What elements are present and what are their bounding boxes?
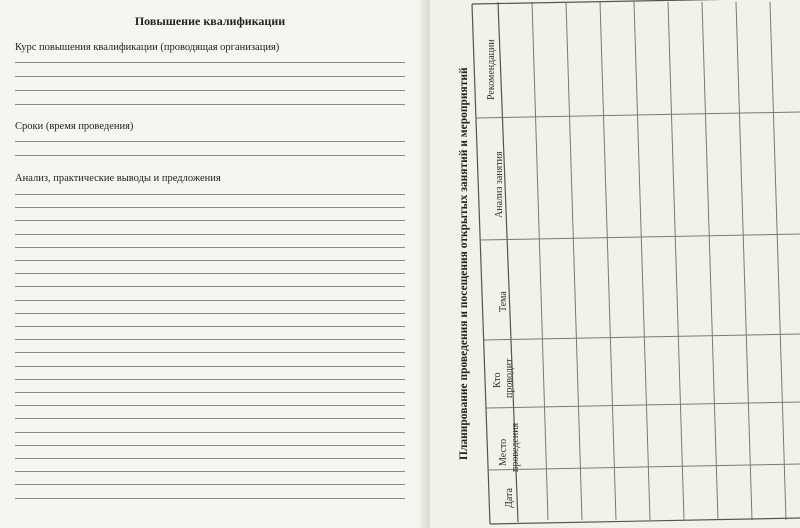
dates-line-2[interactable] (15, 155, 405, 156)
page-title: Повышение квалификации (134, 14, 286, 28)
table-title: Планирование проведения и посещения открытых занятий и мероприятий (458, 67, 470, 460)
analysis-line[interactable] (15, 405, 405, 406)
analysis-line[interactable] (15, 300, 405, 301)
column-header-date: Дата (504, 488, 515, 508)
table-row-line (770, 2, 786, 520)
table-grid (472, 0, 800, 524)
column-header-analysis: Анализ занятия (494, 151, 505, 218)
table-row-line (634, 2, 650, 520)
dates-line-1[interactable] (15, 141, 405, 142)
analysis-line[interactable] (15, 498, 405, 499)
table-column-line (472, 0, 800, 4)
analysis-line[interactable] (15, 366, 405, 367)
column-header-recommendations: Рекомендации (486, 39, 497, 100)
analysis-line[interactable] (15, 220, 405, 221)
analysis-line[interactable] (15, 207, 405, 208)
analysis-line[interactable] (15, 326, 405, 327)
table-row-line (532, 2, 548, 520)
analysis-line[interactable] (15, 286, 405, 287)
table-row-line (600, 2, 616, 520)
analysis-line[interactable] (15, 392, 405, 393)
analysis-line[interactable] (15, 273, 405, 274)
analysis-line[interactable] (15, 458, 405, 459)
analysis-line[interactable] (15, 194, 405, 195)
analysis-line[interactable] (15, 432, 405, 433)
analysis-line[interactable] (15, 379, 405, 380)
analysis-line[interactable] (15, 418, 405, 419)
analysis-line[interactable] (15, 260, 405, 261)
table-column-line (488, 464, 800, 470)
analysis-line[interactable] (15, 352, 405, 353)
table-column-line (480, 234, 800, 240)
dates-label: Сроки (время проведения) (15, 121, 134, 132)
table-row-line (702, 2, 718, 520)
course-line-1[interactable] (15, 62, 405, 63)
table-column-line (490, 518, 800, 524)
analysis-line[interactable] (15, 471, 405, 472)
course-line-4[interactable] (15, 104, 405, 105)
table-row-line (736, 2, 752, 520)
course-label: Курс повышения квалификации (проводящая организация) (15, 42, 280, 53)
right-page (430, 0, 800, 528)
analysis-line[interactable] (15, 339, 405, 340)
analysis-line[interactable] (15, 234, 405, 235)
table-column-line (486, 402, 800, 408)
analysis-line[interactable] (15, 484, 405, 485)
column-header-conductor-line-1: Кто (492, 372, 503, 388)
planning-table (430, 0, 800, 528)
column-header-location-line-1: Место (498, 438, 509, 466)
analysis-line[interactable] (15, 313, 405, 314)
column-header-location-line-2: проведения (510, 422, 521, 472)
course-line-2[interactable] (15, 76, 405, 77)
analysis-line[interactable] (15, 445, 405, 446)
table-row-line (668, 2, 684, 520)
column-header-conductor-line-2: проводит (504, 358, 515, 398)
analysis-line[interactable] (15, 247, 405, 248)
column-header-conductor (492, 358, 515, 398)
column-header-topic: Тема (498, 291, 509, 312)
analysis-label: Анализ, практические выводы и предложения (15, 173, 221, 184)
table-row-line (566, 2, 582, 520)
course-line-3[interactable] (15, 90, 405, 91)
table-column-line (484, 334, 800, 340)
column-header-location (498, 422, 521, 472)
